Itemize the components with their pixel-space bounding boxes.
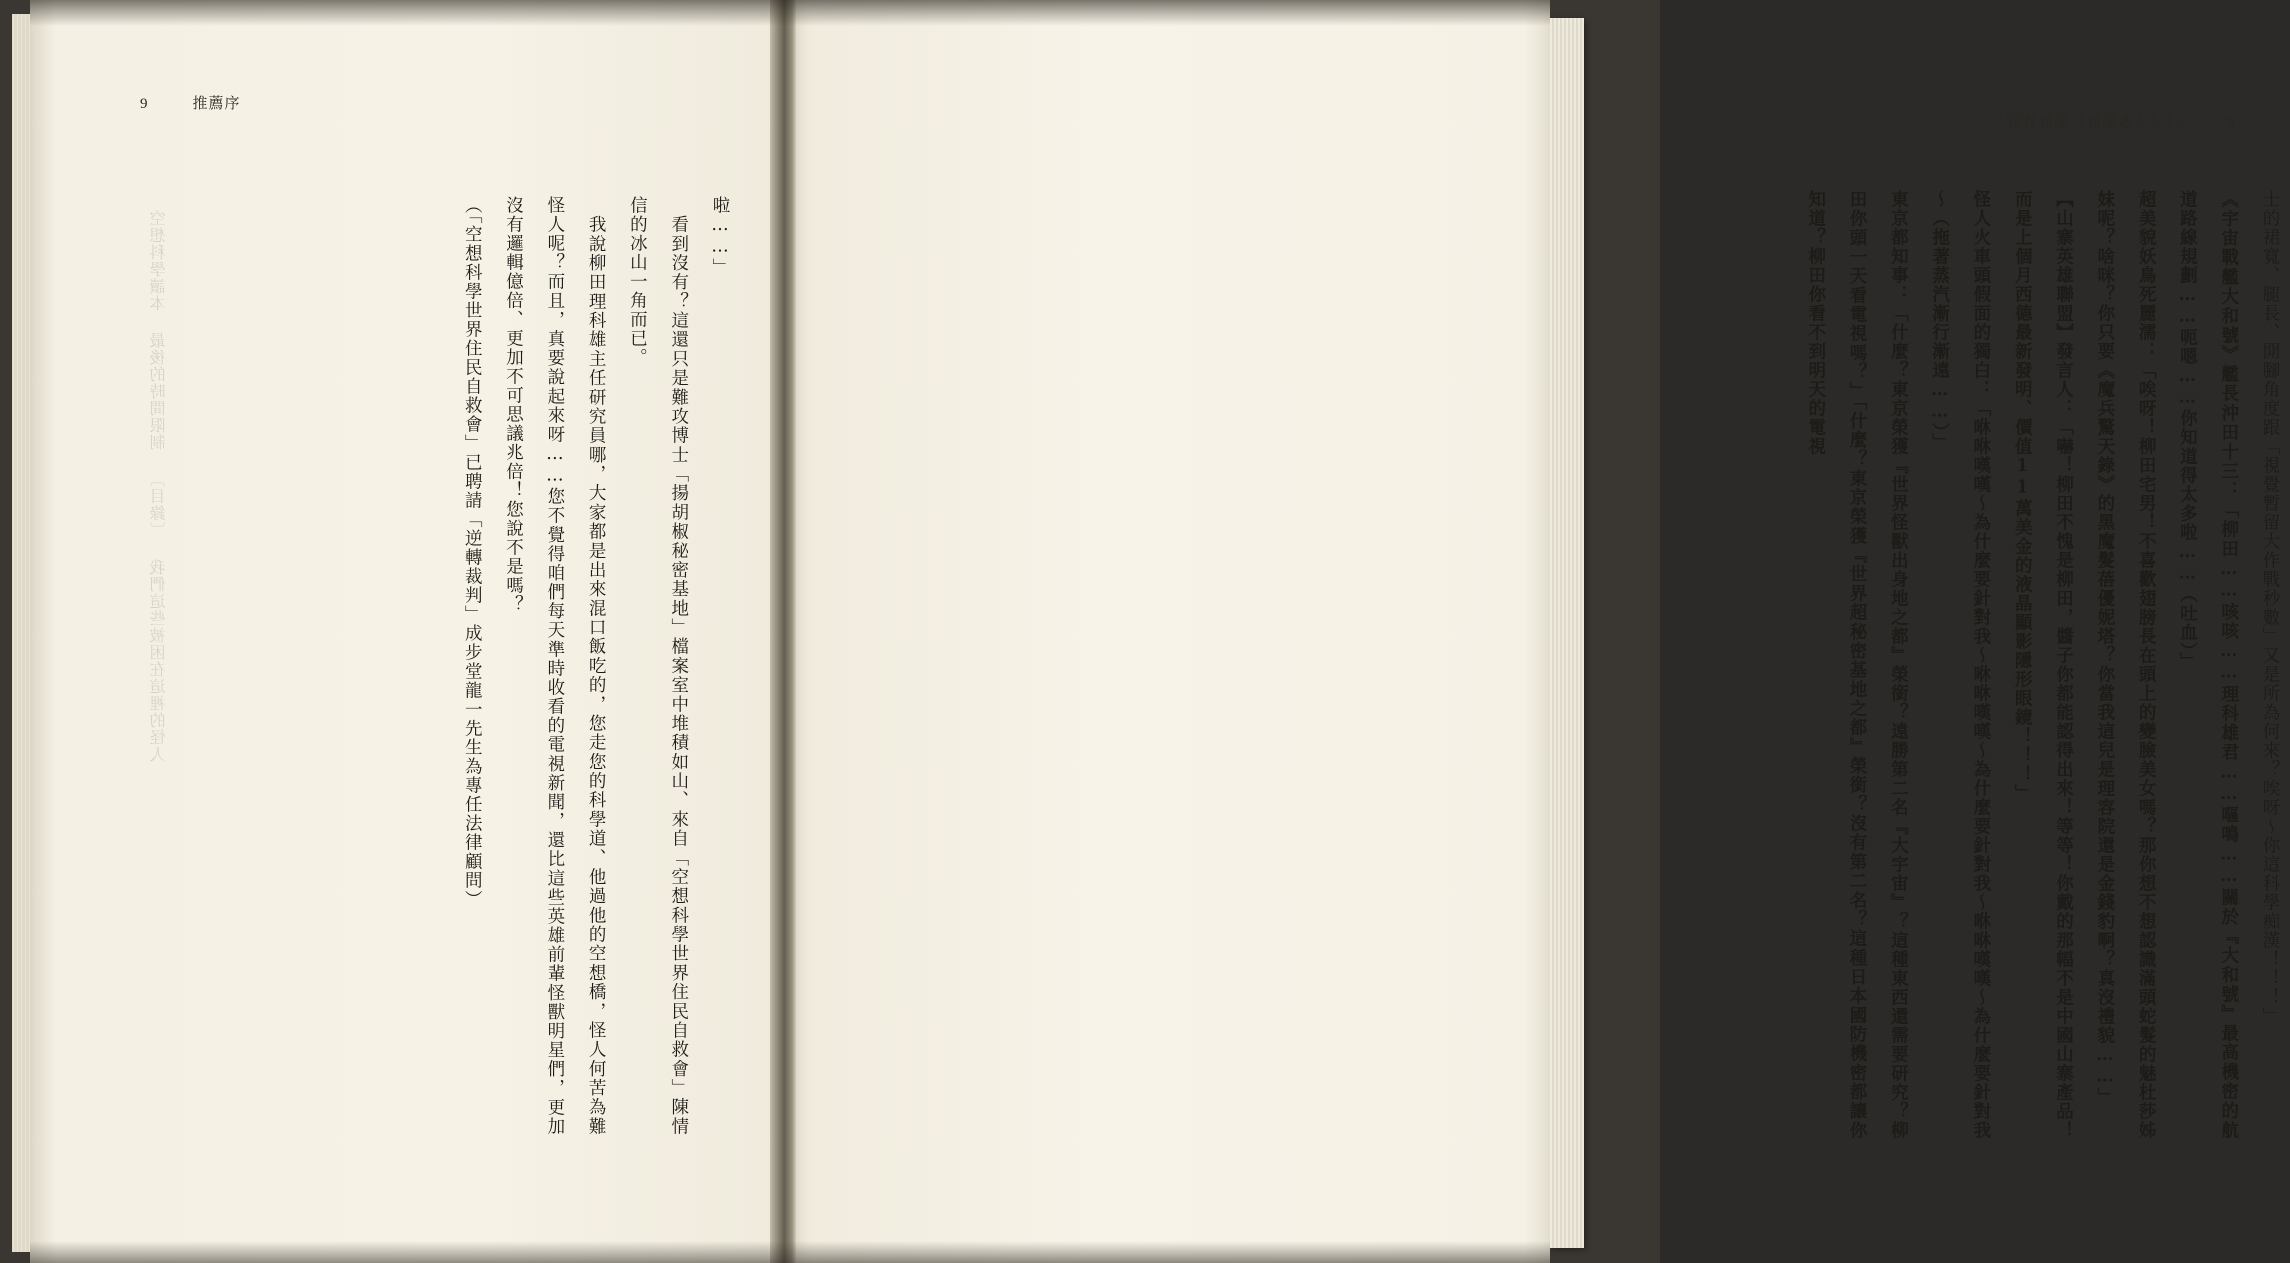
left-page-header-title: 推薦序 xyxy=(192,94,241,112)
paragraph: 【山寨英雄聯盟】發言人：「嚇！柳田不愧是柳田，醬子你都能認得出來！等等！你戴的那幅不是中國山寨產品！而是上個月西德最新發明、價值11萬美金的液晶顯影隱形眼鏡！！！」 xyxy=(2012,190,2074,1140)
paragraph: 士的裙寬、腿長、開腳角度跟「視覺暫留大作戰秒數」又是所為何來？唉呀～你這科學痴漢！！！」 xyxy=(2260,190,2280,1026)
right-page-body xyxy=(1650,190,2290,1140)
paragraph: （「空想科學世界住民自救會」已聘請「逆轉裁判」成步堂龍一先生為專任法律顧問） xyxy=(462,196,483,910)
right-page-folio: 8 xyxy=(2226,114,2236,130)
paragraph: 《宇宙戰艦大和號》艦長沖田十三：「柳田……咳咳……理科雄君……嘔鳴……關於『大和號』最高機密的航道路線規劃……呃嗯……你知道得太多啦……（吐血）」 xyxy=(2177,190,2239,1140)
paragraph: 我說柳田理科雄主任研究員哪，大家都是出來混口飯吃的，您走您的科學道、他過他的空想橋，怪人何苦為難怪人呢？而且，真要說起來呀……您不覺得咱們每天準時收看的電視新聞，還比這些英雄前輩怪獸明星們，更加沒有邏輯億倍、更加不可思議兆倍！您說不是嗎？ xyxy=(503,196,607,1136)
right-page-header-title: 「我有異議（異議あり！）」 xyxy=(1990,112,2191,130)
book-spine-gutter xyxy=(770,0,796,1263)
left-page-running-head xyxy=(140,92,241,113)
paragraph: 怪人火車頭假面的獨白：「咻咻嘆嘆～為什麼要針對我～咻咻嘆嘆～為什麼要針對我～咻咻嘆嘆～為什麼要針對我～（拖著蒸汽漸行漸遠……）」 xyxy=(1929,190,1991,1140)
paragraph: 啦……」 xyxy=(710,196,730,277)
paragraph: 東京都知事：「什麼？東京榮獲『世界怪獸出身地之都』榮銜？遠勝第二名『大宇宙』？這種東西還需要研究？柳田你頭一天看電視嗎？」「什麼？東京榮獲『世界超秘密基地之都』榮銜？沒有第二名？這種日本國防機密都讓你知道？柳田你看不到明天的電視 xyxy=(1805,190,1909,1140)
right-page xyxy=(790,0,2280,1263)
paragraph: 超美貌妖鳥死麗濡：「唉呀！柳田宅男！不喜歡翅膀長在頭上的變臉美女嗎？那你想不想認識滿頭蛇髮的魅杜莎姊妹呢？啥咪？你只要《魔兵驚天錄》的黑魔髮蓓優妮塔？你當我這兒是理容院還是金錢豹啊？真沒禮貌……」 xyxy=(2094,190,2157,1140)
right-page-running-head xyxy=(1990,110,2235,131)
left-page xyxy=(30,0,790,1263)
left-page-folio: 9 xyxy=(140,96,149,112)
paragraph: 看到沒有？這還只是難攻博士「揚胡椒秘密基地」檔案室中堆積如山、來自「空想科學世界住民自救會」陳情信的冰山一角而已。 xyxy=(627,196,689,1136)
bleed-through-text: 空想科學讀本 最後的時間限制 〔目錄〕 我們這些被困在這裡的怪人 xyxy=(149,210,168,763)
left-page-body xyxy=(140,196,740,1136)
page-edges-right xyxy=(1550,18,1584,1248)
page-edges-left xyxy=(12,14,32,1252)
